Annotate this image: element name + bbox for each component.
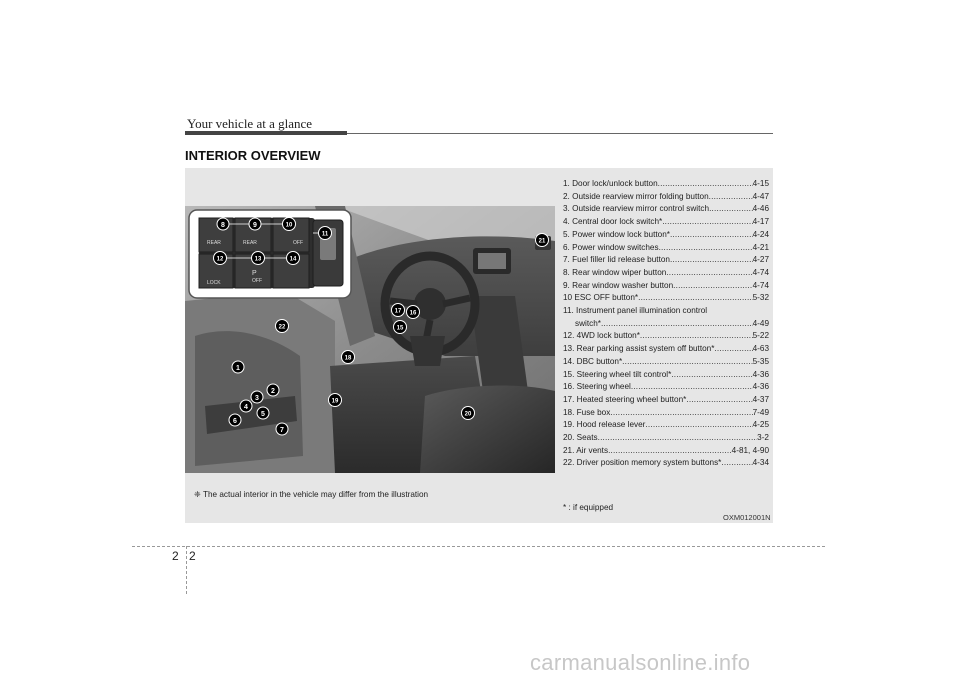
legend-item-label: 1. Door lock/unlock button	[563, 179, 658, 188]
legend-item	[563, 229, 769, 242]
legend-item-label: 14. DBC button*	[563, 356, 623, 366]
legend-item	[563, 394, 769, 407]
legend-dot-leader	[601, 318, 753, 331]
legend-item	[563, 203, 769, 216]
legend-item-continuation	[563, 318, 769, 331]
callout-15	[394, 321, 407, 334]
legend-item-page: 4-21	[752, 242, 769, 252]
switch-label-rear-wiper: REAR	[207, 240, 221, 246]
legend-item-page: 5-35	[752, 356, 769, 366]
legend-item-page: 4-81, 4-90	[731, 445, 769, 455]
legend-dot-leader	[631, 381, 753, 394]
svg-text:16: 16	[409, 310, 417, 317]
legend-dot-leader	[662, 216, 752, 229]
svg-text:8: 8	[221, 222, 225, 229]
legend-item-page: 4-46	[752, 204, 769, 214]
svg-text:6: 6	[233, 418, 237, 425]
callout-17	[392, 304, 405, 317]
legend-dot-leader	[659, 242, 753, 255]
legend-item-label: 4. Central door lock switch*	[563, 217, 663, 227]
legend-dot-leader	[666, 267, 752, 280]
callout-22	[276, 320, 289, 333]
legend-dot-leader	[645, 419, 752, 432]
legend-item-page: 3-2	[757, 433, 769, 443]
switch-label-park-off: OFF	[252, 278, 262, 284]
legend-dot-leader	[671, 369, 752, 382]
legend-item	[563, 343, 769, 356]
legend-dot-leader	[640, 330, 753, 343]
callout-13	[252, 252, 265, 265]
legend-item-label: 18. Fuse box	[563, 407, 611, 417]
callout-5	[257, 407, 269, 419]
legend-item-page: 4-27	[752, 255, 769, 265]
footnote: * : if equipped	[563, 503, 614, 512]
legend-item-label: 3. Outside rearview mirror control switch	[563, 204, 710, 214]
legend-item-page: 4-74	[752, 280, 769, 290]
callout-14	[287, 252, 300, 265]
legend-item-page: 4-49	[752, 318, 769, 328]
legend-dot-leader	[714, 343, 752, 356]
callout-4	[240, 400, 252, 412]
legend-item	[563, 419, 769, 432]
switch-label-rear-washer: REAR	[243, 240, 257, 246]
svg-text:12: 12	[216, 256, 224, 263]
header-rule	[185, 131, 347, 135]
legend-item-label: 8. Rear window wiper button	[563, 267, 667, 277]
callout-19	[329, 394, 342, 407]
svg-text:2: 2	[271, 388, 275, 395]
legend-item-label: 15. Steering wheel tilt control*	[563, 369, 672, 379]
legend-item	[563, 216, 769, 229]
svg-text:13: 13	[254, 256, 262, 263]
legend-dot-leader	[670, 229, 753, 242]
legend-item-label-cont: switch*	[575, 318, 601, 328]
legend-item-label: 10 ESC OFF button*	[563, 293, 639, 303]
legend-item-page: 4-25	[752, 420, 769, 430]
legend-item	[563, 407, 769, 420]
legend-dot-leader	[709, 191, 753, 204]
legend-item	[563, 305, 769, 318]
callout-18	[342, 351, 355, 364]
legend-dot-leader	[622, 356, 752, 369]
legend-item	[563, 292, 769, 305]
svg-text:10: 10	[285, 222, 293, 229]
legend-item-label: 16. Steering wheel	[563, 382, 631, 392]
legend-item	[563, 457, 769, 470]
figure-code: OXM012001N	[723, 513, 771, 522]
legend-item-label: 2. Outside rearview mirror folding button	[563, 191, 709, 201]
svg-text:22: 22	[278, 324, 286, 331]
switch-label-esc-off: OFF	[293, 240, 303, 246]
legend-item	[563, 242, 769, 255]
legend-item	[563, 369, 769, 382]
legend-item-label: 22. Driver position memory system buttons*	[563, 458, 722, 468]
callout-2	[267, 384, 279, 396]
section-title: INTERIOR OVERVIEW	[185, 148, 321, 163]
legend-item-page: 4-47	[752, 191, 769, 201]
svg-text:21: 21	[538, 238, 546, 245]
legend-item-label: 17. Heated steering wheel button*	[563, 394, 687, 404]
svg-text:1: 1	[236, 365, 240, 372]
callout-3	[251, 391, 263, 403]
switch-label-lock: LOCK	[207, 280, 221, 286]
svg-text:7: 7	[280, 427, 284, 434]
legend-item-label: 6. Power window switches	[563, 242, 659, 252]
svg-text:4: 4	[244, 404, 248, 411]
legend-dot-leader	[608, 445, 732, 458]
legend-dot-leader	[686, 394, 752, 407]
svg-text:15: 15	[396, 325, 404, 332]
legend-item-label: 20. Seats	[563, 433, 598, 443]
legend-item	[563, 432, 769, 445]
watermark: carmanualsonline.info	[530, 650, 751, 675]
svg-text:11: 11	[321, 231, 329, 238]
callout-6	[229, 414, 241, 426]
legend-dot-leader	[721, 457, 752, 470]
legend-item-page: 4-63	[752, 344, 769, 354]
header-rule-thin	[347, 133, 773, 134]
svg-text:17: 17	[394, 308, 402, 315]
footer-vertical-divider	[186, 546, 187, 594]
legend-item-page: 5-32	[752, 293, 769, 303]
legend-item-label: 5. Power window lock button*	[563, 229, 670, 239]
legend-list	[563, 178, 769, 470]
legend-item-page: 4-34	[752, 458, 769, 468]
legend-item	[563, 254, 769, 267]
legend-item	[563, 191, 769, 204]
legend-item-label: 7. Fuel filler lid release button	[563, 255, 670, 265]
switch-label-p: P	[252, 270, 257, 277]
svg-text:9: 9	[253, 222, 257, 229]
callout-16	[407, 306, 420, 319]
legend-item-page: 5-22	[752, 331, 769, 341]
callout-21	[536, 234, 549, 247]
illustration-note: ❈ The actual interior in the vehicle may differ from the illustration	[194, 490, 429, 499]
legend-item-page: 4-17	[752, 217, 769, 227]
callout-8	[217, 218, 229, 230]
svg-text:5: 5	[261, 411, 265, 418]
legend-item-page: 4-24	[752, 229, 769, 239]
legend-item-label: 19. Hood release lever	[563, 420, 646, 430]
svg-text:19: 19	[331, 398, 339, 405]
legend-item	[563, 330, 769, 343]
callout-1	[232, 361, 244, 373]
legend-dot-leader	[610, 407, 752, 420]
legend-dot-leader	[598, 432, 758, 445]
legend-item-page: 7-49	[752, 407, 769, 417]
svg-text:18: 18	[344, 355, 352, 362]
legend-item-page: 4-74	[752, 267, 769, 277]
svg-text:14: 14	[289, 256, 297, 263]
legend-item-label: 21. Air vents	[563, 445, 609, 455]
callout-11	[319, 227, 332, 240]
header-title: Your vehicle at a glance	[187, 116, 313, 131]
legend-item-page: 4-36	[752, 369, 769, 379]
chapter-number: 2	[172, 549, 179, 563]
legend-dot-leader	[709, 203, 753, 216]
legend-item	[563, 178, 769, 191]
legend-dot-leader	[658, 178, 753, 191]
legend-item-page: 4-36	[752, 382, 769, 392]
legend-item-page: 4-37	[752, 394, 769, 404]
legend-dot-leader	[673, 280, 752, 293]
callout-7	[276, 423, 288, 435]
legend-item	[563, 280, 769, 293]
legend-item-label: 13. Rear parking assist system off button*	[563, 344, 715, 354]
legend-dot-leader	[638, 292, 753, 305]
legend-item	[563, 267, 769, 280]
page-number: 2	[189, 549, 196, 563]
legend-item	[563, 381, 769, 394]
legend-item-label: 9. Rear window washer button	[563, 280, 674, 290]
legend-item-page: 4-15	[752, 179, 769, 188]
legend-item-label: 11. Instrument panel illumination control	[563, 306, 708, 316]
legend-item	[563, 445, 769, 458]
svg-text:20: 20	[464, 411, 472, 418]
legend-item	[563, 356, 769, 369]
callout-12	[214, 252, 227, 265]
legend-dot-leader	[670, 254, 753, 267]
callout-10	[283, 218, 296, 231]
interior-illustration	[185, 206, 555, 473]
callout-9	[249, 218, 261, 230]
footer-divider	[132, 546, 825, 547]
svg-text:3: 3	[255, 395, 259, 402]
legend-item-label: 12. 4WD lock button*	[563, 331, 640, 341]
callout-20	[462, 407, 475, 420]
